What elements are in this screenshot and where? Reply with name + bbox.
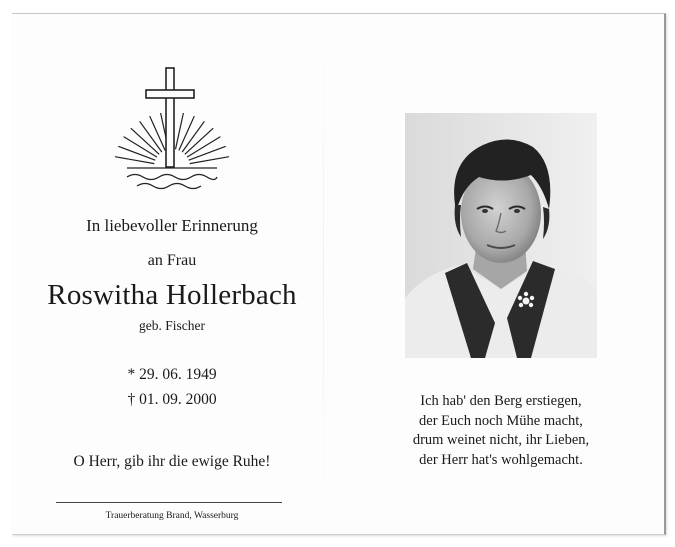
deceased-name: Roswitha Hollerbach <box>47 279 297 311</box>
intro-text: In liebevoller Erinnerung <box>86 216 258 235</box>
cross-with-sunrays-icon <box>113 66 231 194</box>
death-date: † 01. 09. 2000 <box>127 391 217 408</box>
birth-date: * 29. 06. 1949 <box>127 366 217 383</box>
poem-line: der Herr hat's wohlgemacht. <box>419 451 583 468</box>
poem-line: Ich hab' den Berg erstiegen, <box>420 393 582 409</box>
footer-text: Trauerberatung Brand, Wasserburg <box>105 511 239 521</box>
poem-line: drum weinet nicht, ihr Lieben, <box>412 432 590 448</box>
poem-line: der Euch noch Mühe macht, <box>419 412 583 429</box>
prayer-text: O Herr, gib ihr die ewige Ruhe! <box>73 453 271 470</box>
portrait-photo <box>405 113 597 358</box>
maiden-name: geb. Fischer <box>139 318 205 333</box>
memorial-poem <box>392 392 610 470</box>
salutation-text: an Frau <box>147 252 197 269</box>
footer-divider <box>56 502 282 503</box>
